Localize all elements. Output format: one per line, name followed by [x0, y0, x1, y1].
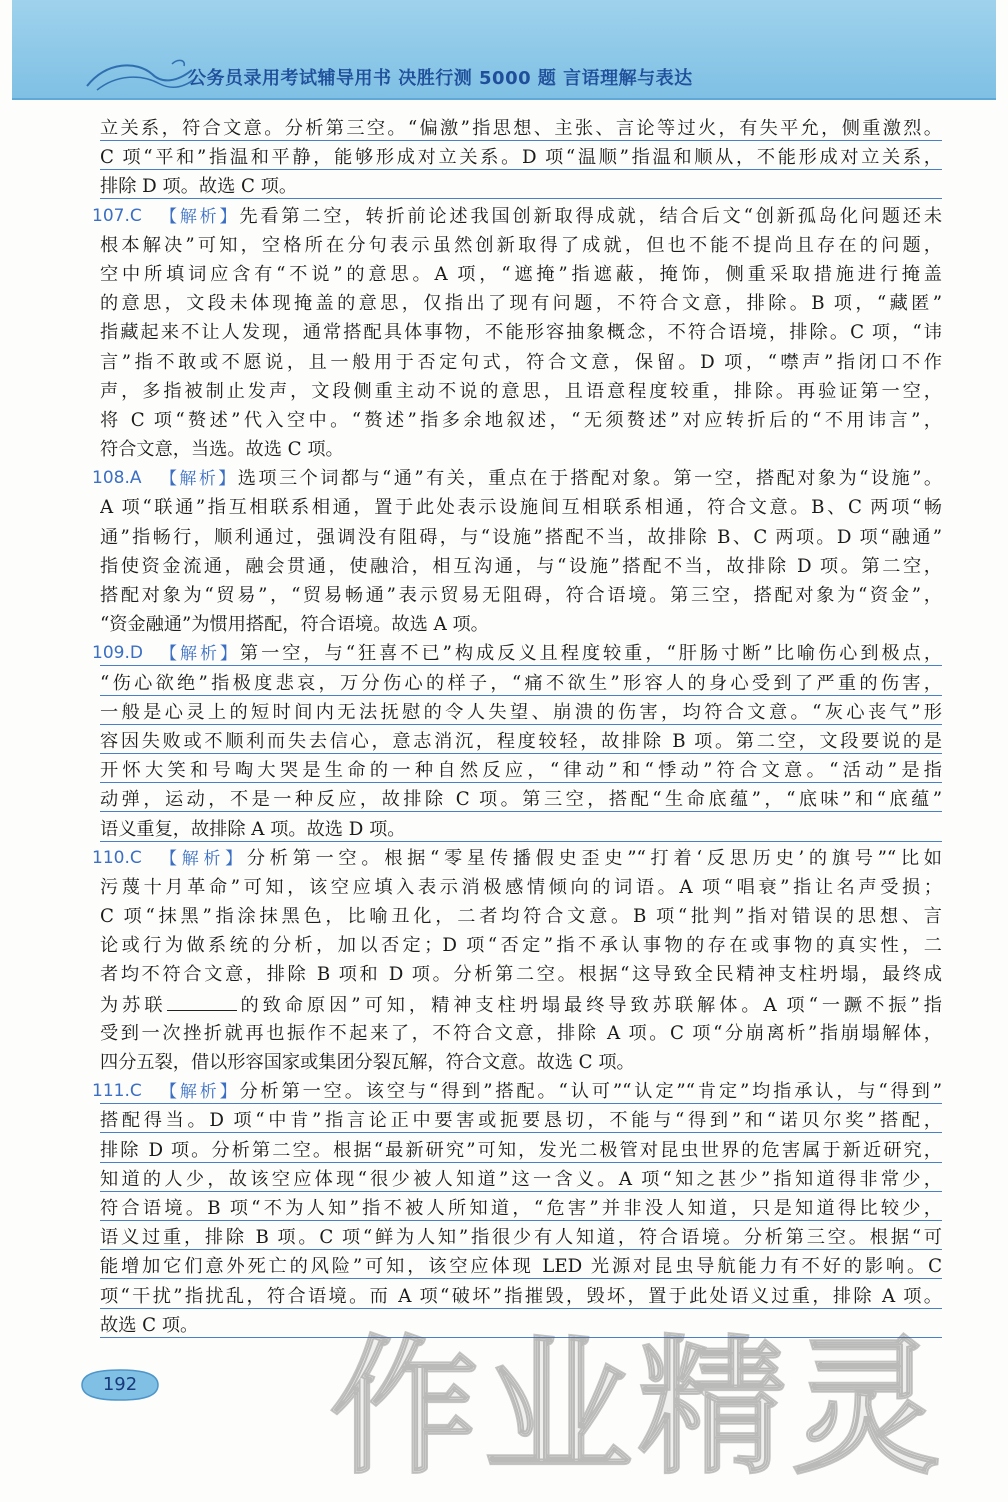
analysis-tag: 【解析】	[160, 644, 240, 665]
text-line: 论或行为做系统的分析，加以否定；D 项“否定”指不承认事物的存在或事物的真实性，二	[100, 935, 942, 957]
text-line: C 项“平和”指温和平静，能够形成对立关系。D 项“温顺”指温和顺从，不能形成对立关系，	[100, 143, 942, 172]
fill-blank	[167, 990, 237, 1011]
text-line: 项“干扰”指扰乱，符合语境。而 A 项“破坏”指摧毁，毁坏，置于此处语义过重，排除 A 项。	[100, 1282, 942, 1311]
swirl-ornament-icon	[82, 56, 202, 96]
question-number: 107.C	[92, 205, 142, 226]
text-line: 空中所填词应含有“不说”的意思。A 项，“遮掩”指遮蔽，掩饰，侧重采取措施进行掩盖	[100, 263, 942, 285]
text-line: 的意思，文段未体现掩盖的意思，仅指出了现有问题，不符合文意，排除。B 项，“藏匿”	[100, 293, 942, 315]
analysis-tag: 【解析】	[160, 848, 247, 869]
watermark: 作业精灵	[330, 1322, 946, 1494]
text-line: 言”指不敢或不愿说，且一般用于否定句式，符合文意，保留。D 项，“噤声”指闭口不作	[100, 351, 942, 373]
text-line: 语义重复，故排除 A 项。故选 D 项。	[100, 815, 942, 844]
text-line: C 项“抹黑”指涂抹黑色，比喻丑化，二者均符合文意。B 项“批判”指对错误的思想、言	[100, 906, 942, 928]
text-line: 声，多指被制止发声，文段侧重主动不说的意思，且语意程度较重，排除。再验证第一空，	[100, 380, 942, 402]
text-line: 指使资金流通，融会贯通，使融洽，相互沟通，与“设施”搭配不当，故排除 D 项。第二空，	[100, 555, 942, 577]
question-number: 108.A	[92, 468, 142, 489]
text-line: 符合语境。B 项“不为人知”指不被人所知道，“危害”并非没人知道，只是知道得比较少，	[100, 1194, 942, 1223]
text-line: “伤心欲绝”指极度悲哀，万分伤心的样子，“痛不欲生”形容人的身心受到了严重的伤害，	[100, 669, 942, 698]
page-header	[12, 0, 996, 100]
entry-first-line	[92, 844, 942, 873]
entry-110	[92, 844, 942, 1078]
entry-first-line	[92, 1077, 942, 1106]
text-line: 搭配对象为“贸易”，“贸易畅通”表示贸易无阻碍，符合语境。第三空，搭配对象为“资金”，	[100, 585, 942, 606]
entry-continuation	[100, 114, 942, 202]
text-line: 搭配得当。D 项“中肯”指言论正中要害或扼要恳切，不能与“得到”和“诺贝尔奖”搭配，	[100, 1106, 942, 1135]
question-number: 110.C	[92, 847, 142, 868]
text-line: 能增加它们意外死亡的风险”可知，该空应体现 LED 光源对昆虫导航能力有不好的影响。C	[100, 1252, 942, 1281]
entry-first-line	[92, 202, 942, 231]
text-line: 将 C 项“赘述”代入空中。“赘述”指多余地叙述，“无须赘述”对应转折后的“不用讳言”，	[100, 409, 942, 431]
text-line: 语义过重，排除 B 项。C 项“鲜为人知”指很少有人知道，符合语境。分析第三空。根据“可	[100, 1223, 942, 1252]
text-line: 立关系，符合文意。分析第三空。“偏激”指思想、主张、言论等过火，有失平允，侧重激烈。	[100, 114, 942, 143]
question-number: 111.C	[92, 1081, 142, 1102]
text-line-with-blank	[100, 990, 942, 1019]
text-line: 者均不符合文意，排除 B 项和 D 项。分析第二空。根据“这导致全民精神支柱坍塌，最终成	[100, 964, 942, 986]
text-line: A 项“联通”指互相联系相通，置于此处表示设施间互相联系相通，符合文意。B、C 两项“畅	[100, 497, 942, 519]
text-span: 第一空，与“狂喜不已”构成反义且程度较重，“肝肠寸断”比喻伤心到极点，	[239, 643, 942, 665]
text-line: 容因失败或不顺利而失去信心，意志消沉，程度较轻，故排除 B 项。第二空，文段要说的是	[100, 727, 942, 756]
text-line: 污蔑十月革命”可知，该空应填入表示消极感情倾向的词语。A 项“唱衰”指让名声受损；	[100, 876, 942, 898]
text-line: 根本解决”可知，空格所在分句表示虽然创新取得了成就，但也不能不提尚且存在的问题，	[100, 234, 942, 256]
text-span: 选项三个词都与“通”有关，重点在于搭配对象。第一空，搭配对象为“设施”。	[237, 468, 942, 490]
entry-109	[92, 639, 942, 843]
text-line: 排除 D 项。故选 C 项。	[100, 172, 942, 201]
text-span: 分析第一空。根据“零星传播假史歪史”“打着‘反思历史’的旗号”“比如	[246, 847, 942, 869]
page-body	[92, 114, 942, 1340]
analysis-tag: 【解析】	[160, 206, 240, 227]
entry-first-line	[92, 639, 942, 668]
entry-108	[92, 464, 942, 639]
page-number: 192	[102, 1374, 138, 1395]
text-line: 排除 D 项。分析第二空。根据“最新研究”可知，发光二极管对昆虫世界的危害属于新近研究，	[100, 1136, 942, 1165]
text-line: 知道的人少，故该空应体现“很少被人知道”这一含义。A 项“知之甚少”指知道得非常少，	[100, 1165, 942, 1194]
text-line: 动弹，运动，不是一种反应，故排除 C 项。第三空，搭配“生命底蕴”，“底味”和“底蕴”	[100, 785, 942, 814]
text-line: 通”指畅行，顺利通过，强调没有阻碍，与“设施”搭配不当，故排除 B、C 两项。D 项“融通”	[100, 526, 942, 548]
text-line: 指藏起来不让人发现，通常搭配具体事物，不能形容抽象概念，不符合语境，排除。C 项，“讳	[100, 322, 942, 344]
question-number: 109.D	[92, 643, 143, 664]
text-line: 四分五裂，借以形容国家或集团分裂瓦解，符合文意。故选 C 项。	[100, 1052, 635, 1073]
text-line: 符合文意，当选。故选 C 项。	[100, 439, 344, 461]
page-number-badge	[78, 1368, 162, 1402]
analysis-tag: 【解析】	[160, 1082, 240, 1103]
text-line: 故选 C 项。	[100, 1311, 942, 1340]
text-line: 开怀大笑和号啕大哭是生命的一种自然反应，“律动”和“悸动”符合文意。“活动”是指	[100, 756, 942, 785]
text-span: 的致命原因”可知，精神支柱坍塌最终导致苏联解体。A 项“一蹶不振”指	[236, 994, 942, 1016]
text-line: 受到一次挫折就再也振作不起来了，不符合文意，排除 A 项。C 项“分崩离析”指崩塌解体，	[100, 1022, 942, 1044]
entry-first-line	[92, 464, 942, 493]
text-span: 为苏联	[100, 994, 167, 1016]
analysis-tag: 【解析】	[160, 469, 238, 490]
text-span: 先看第二空，转折前论述我国创新取得成就，结合后文“创新孤岛化问题还未	[239, 205, 942, 227]
text-line: “资金融通”为惯用搭配，符合语境。故选 A 项。	[100, 614, 489, 636]
text-line: 一般是心灵上的短时间内无法抚慰的令人失望、崩溃的伤害，均符合文意。“灰心丧气”形	[100, 698, 942, 727]
entry-107	[92, 202, 942, 465]
header-title: 公务员录用考试辅导用书 决胜行测 5000 题 言语理解与表达	[188, 68, 693, 89]
text-span: 分析第一空。该空与“得到”搭配。“认可”“认定”“肯定”均指承认，与“得到”	[239, 1081, 942, 1103]
